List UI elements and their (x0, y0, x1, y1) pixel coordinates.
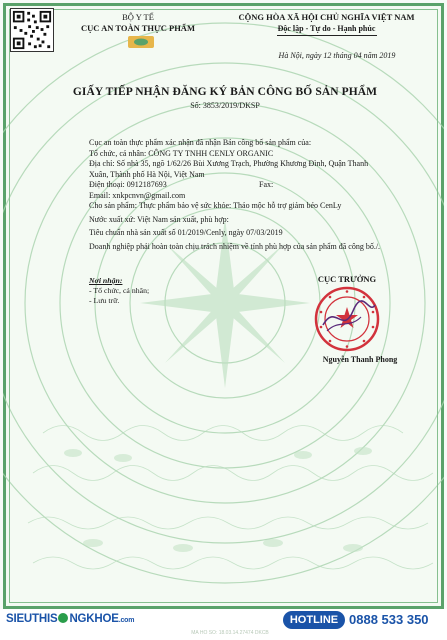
ministry-name: BỘ Y TẾ (122, 12, 154, 22)
recipients-heading: Nơi nhận: (89, 276, 123, 285)
recipients-block (89, 276, 199, 306)
standard-line: Tiêu chuẩn nhà sản xuất số 01/2019/Cenly, ngày 07/03/2019 (89, 228, 283, 237)
contact-row (89, 180, 434, 191)
signatory-title: CỤC TRƯỞNG (317, 274, 377, 284)
official-seal-icon (313, 285, 381, 353)
agency-name: CỤC AN TOÀN THỰC PHẨM (81, 23, 195, 33)
hotline-number[interactable]: 0888 533 350 (349, 612, 429, 627)
responsibility-line: Doanh nghiệp phải hoàn toàn chịu trách nhiệm về tính phù hợp của sản phẩm đã công bố./. (89, 241, 381, 251)
scan-reference: MA HO SO: 18.03.14.27474 DKCB (191, 630, 269, 636)
motto-underline (277, 35, 377, 36)
fax-line: Fax: (259, 180, 274, 189)
issuing-authority (68, 12, 208, 34)
national-header (214, 12, 439, 36)
address-line-2: Xuân, Thành phố Hà Nội, Việt Nam (89, 169, 205, 179)
origin-line: Nước xuất xứ: Việt Nam sản xuất, phù hợp: (89, 214, 229, 224)
lotus-logo-icon (58, 613, 68, 623)
recipient-item: - Tổ chức, cá nhân; (89, 286, 150, 295)
email-line: Email: xnkpcnvn@gmail.com (89, 190, 186, 200)
food-safety-logo-icon (128, 36, 154, 48)
country-name: CỘNG HÒA XÃ HỘI CHỦ NGHĨA VIỆT NAM (238, 12, 415, 22)
national-motto: Độc lập - Tự do - Hạnh phúc (277, 24, 376, 33)
site-brand[interactable] (6, 613, 134, 625)
address-line-1: Địa chỉ: Số nhà 35, ngõ 1/62/26 Bùi Xương Trạch, Phường Khương Đình, Quận Thanh (89, 159, 369, 168)
document-number: Số: 3853/2019/DKSP (190, 101, 260, 110)
intro-line: Cục an toàn thực phẩm xác nhận đã nhận Bản công bố sản phẩm của: (89, 138, 312, 147)
organization-line: Tổ chức, cá nhân: CÔNG TY TNHH CENLY ORGANIC (89, 148, 274, 158)
certificate-body (89, 138, 434, 252)
brand-part-2: NGKHOE (69, 613, 119, 625)
qr-code-icon (10, 8, 54, 52)
brand-suffix: .com (118, 617, 135, 624)
recipient-item: - Lưu trữ. (89, 296, 120, 305)
signatory-name: Nguyễn Thanh Phong (322, 355, 398, 364)
phone-line: Điện thoại: 0912187693 (89, 180, 167, 189)
hotline-badge[interactable]: HOTLINE (283, 611, 345, 629)
brand-part-1: SIEUTHIS (6, 613, 58, 625)
product-line: Cho sản phẩm: Thực phẩm bảo vệ sức khỏe: Thảo mộc hỗ trợ giảm béo CenLy (89, 201, 342, 210)
document-title: GIẤY TIẾP NHẬN ĐĂNG KÝ BẢN CÔNG BỐ SẢN PHẨM (72, 86, 378, 98)
issue-date: Hà Nội, ngày 12 tháng 04 năm 2019 (278, 51, 396, 60)
